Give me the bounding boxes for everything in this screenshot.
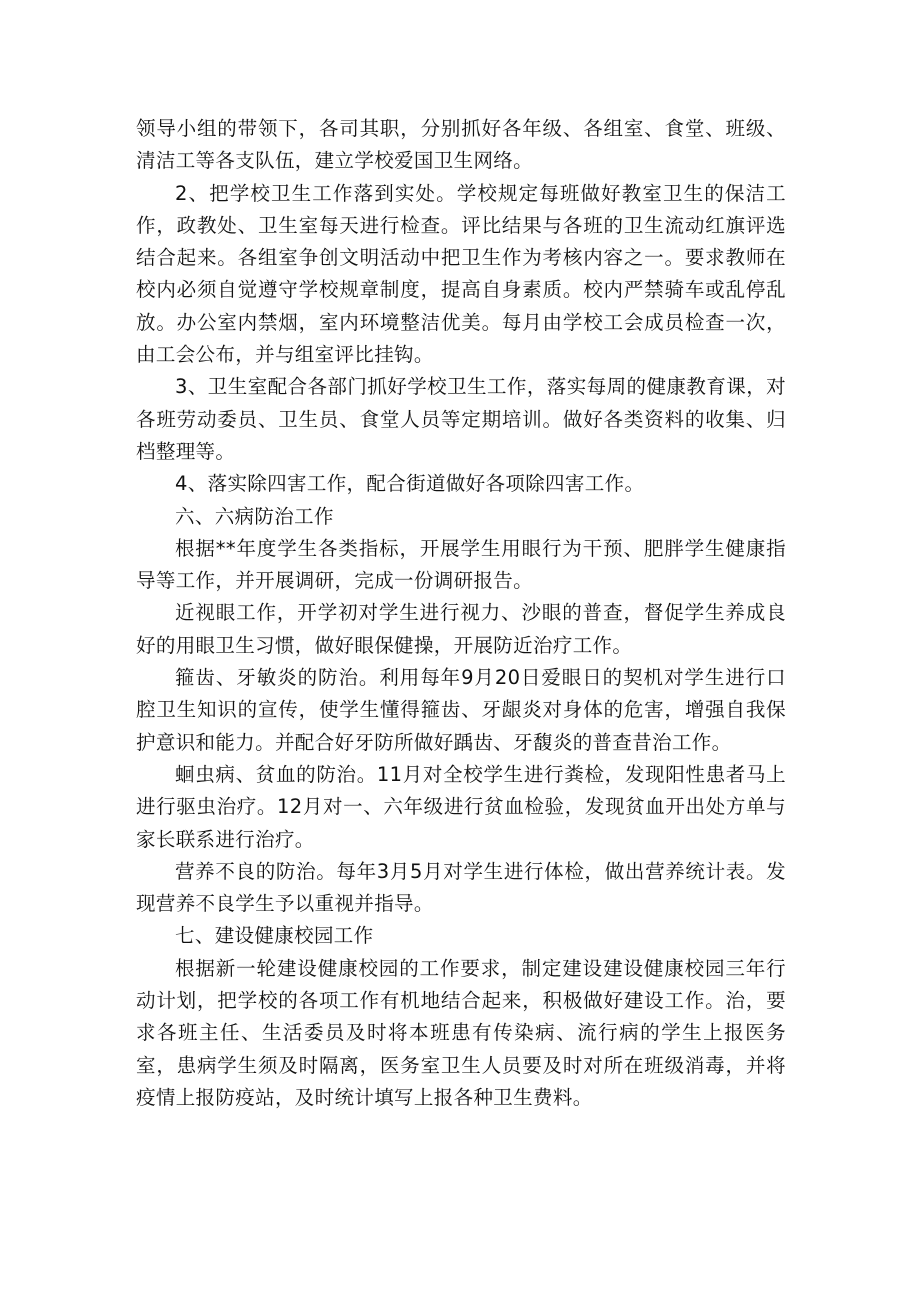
paragraph-item-4: 4、落实除四害工作，配合街道做好各项除四害工作。	[175, 472, 645, 496]
section-heading-seven: 七、建设健康校园工作	[175, 924, 374, 948]
paragraph-dental: 箍齿、牙敏炎的防治。利用每年9月20日爱眼日的契机对学生进行口腔卫生知识的宣传，使学生懂得箍齿、牙龈炎对身体的危害，增强自我保护意识和能力。并配合好牙防所做好踽齿、牙馥炎的普查昔治工作。	[136, 666, 786, 754]
paragraph-item-3: 3、卫生室配合各部门抓好学校卫生工作，落实每周的健康教育课，对各班劳动委员、卫生员、食堂人员等定期培训。做好各类资料的收集、归档整理等。	[136, 375, 786, 463]
section-heading-six: 六、六病防治工作	[175, 504, 334, 528]
paragraph-myopia: 近视眼工作，开学初对学生进行视力、沙眼的普查，督促学生养成良好的用眼卫生习惯，做好眼保健操，开展防近治疗工作。	[136, 601, 786, 657]
paragraph-continuation: 领导小组的带领下，各司其职，分别抓好各年级、各组室、食堂、班级、清洁工等各支队伍，建立学校爱国卫生网络。	[136, 117, 786, 173]
paragraph-malnutrition: 营养不良的防治。每年3月5月对学生进行体检，做出营养统计表。发现营养不良学生予以重视并指导。	[136, 859, 786, 916]
paragraph-healthy-campus: 根据新一轮建设健康校园的工作要求，制定建设建设健康校园三年行动计划，把学校的各项工作有机地结合起来，积极做好建设工作。治，要求各班主任、生活委员及时将本班患有传染病、流行病的学生上报医务室，患病学生须及时隔离，医务室卫生人员要及时对所在班级消毒，并将疫情上报防疫站，及时统计填写上报各种卫生费料。	[136, 956, 786, 1109]
paragraph-parasite-anemia: 蛔虫病、贫血的防治。11月对全校学生进行粪检，发现阳性患者马上进行驱虫治疗。12月对一、六年级进行贫血检验，发现贫血开出处方单与家长联系进行治疗。	[136, 762, 786, 851]
paragraph-indicators: 根据**年度学生各类指标，开展学生用眼行为干预、肥胖学生健康指导等工作，并开展调研，完成一份调研报告。	[136, 536, 786, 593]
document-body	[136, 113, 786, 1114]
paragraph-item-2: 2、把学校卫生工作落到实处。学校规定每班做好教室卫生的保洁工作，政教处、卫生室每天进行检查。评比结果与各班的卫生流动红旗评选结合起来。各组室争创文明活动中把卫生作为考核内容之一。要求教师在校内必须自觉遵守学校规章制度，提高自身素质。校内严禁骑车或乱停乱放。办公室内禁烟，室内环境整洁优美。每月由学校工会成员检查一次，由工会公布，并与组室评比挂钩。	[136, 181, 786, 367]
